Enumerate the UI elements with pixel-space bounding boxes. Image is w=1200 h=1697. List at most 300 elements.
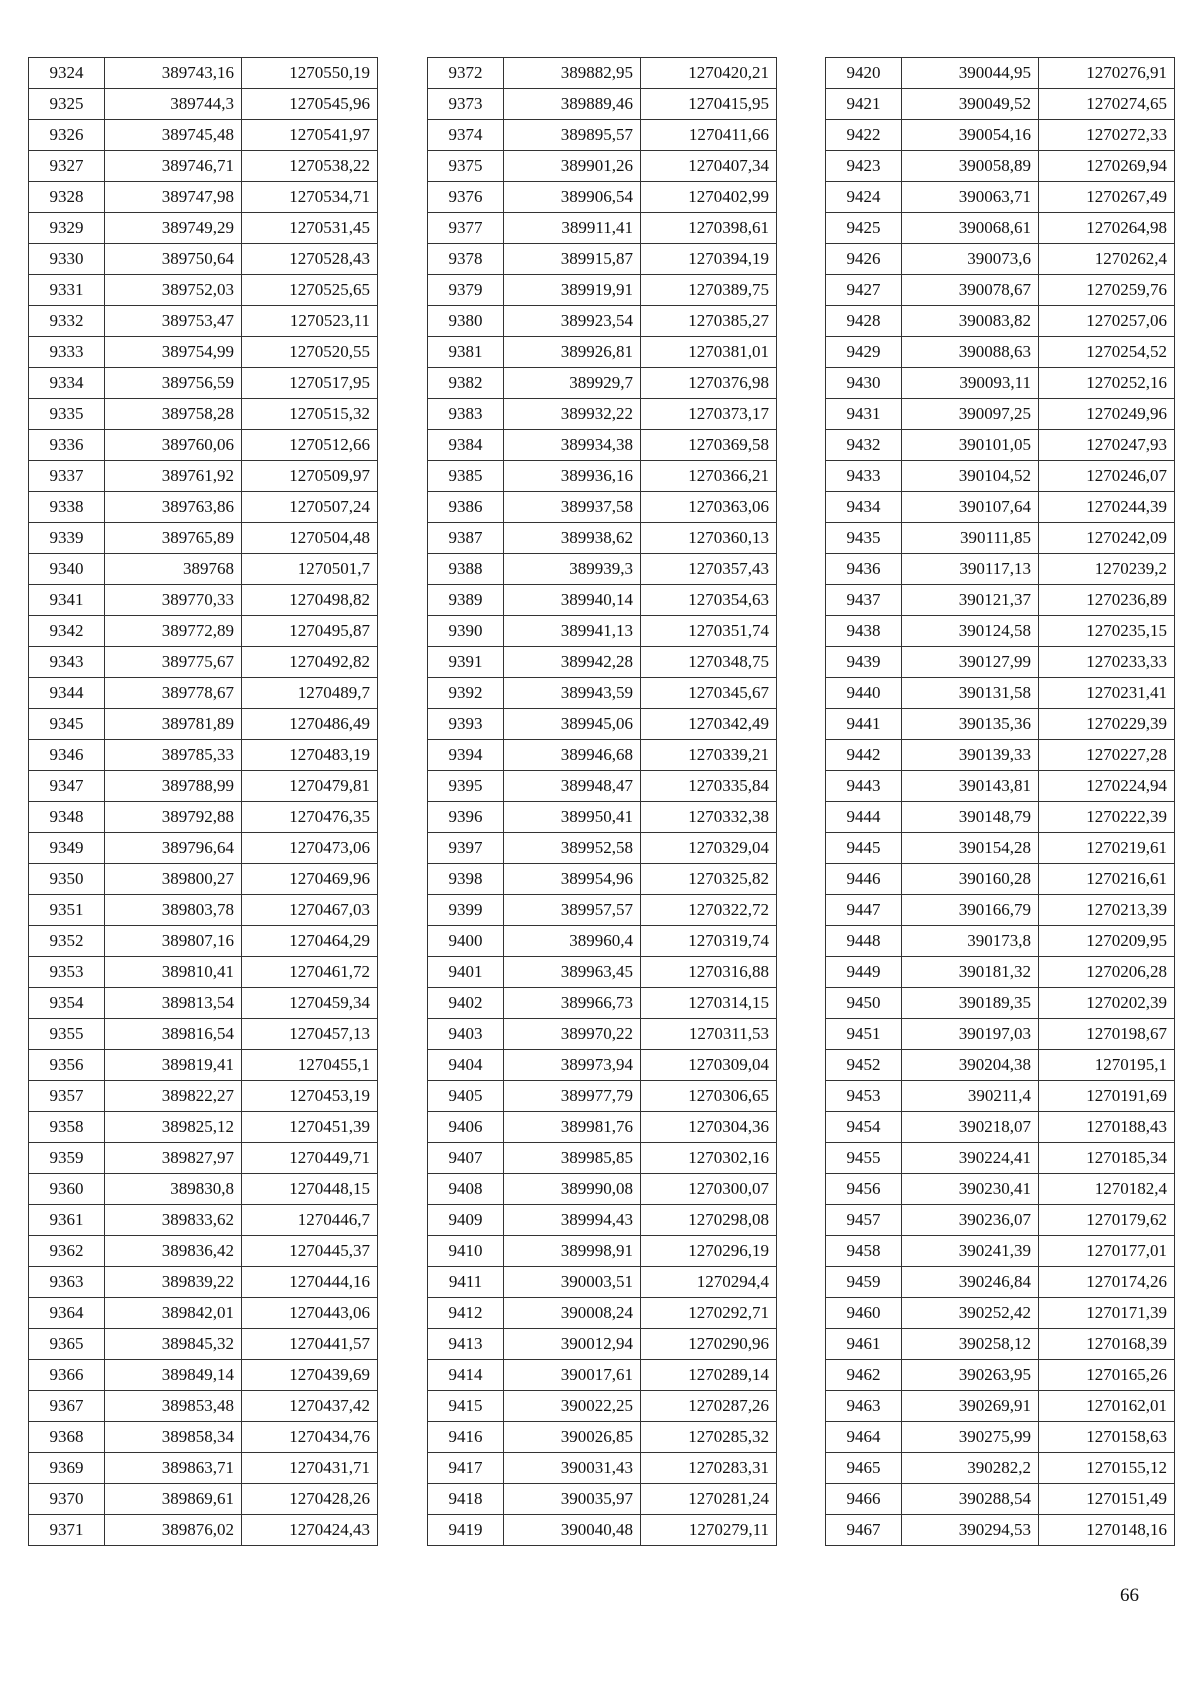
point-number-cell: 9442 [826, 740, 902, 771]
point-number-cell: 9383 [428, 399, 504, 430]
x-coordinate-cell: 390148,79 [902, 802, 1039, 833]
y-coordinate-cell: 1270483,19 [242, 740, 378, 771]
table-row [428, 58, 777, 89]
point-number-cell: 9403 [428, 1019, 504, 1050]
x-coordinate-cell: 389960,4 [504, 926, 641, 957]
y-coordinate-cell: 1270246,07 [1039, 461, 1175, 492]
table-row [29, 1112, 378, 1143]
x-coordinate-cell: 390031,43 [504, 1453, 641, 1484]
point-number-cell: 9334 [29, 368, 105, 399]
table-row [428, 678, 777, 709]
y-coordinate-cell: 1270235,15 [1039, 616, 1175, 647]
y-coordinate-cell: 1270148,16 [1039, 1515, 1175, 1546]
table-row [29, 1205, 378, 1236]
y-coordinate-cell: 1270224,94 [1039, 771, 1175, 802]
x-coordinate-cell: 389781,89 [105, 709, 242, 740]
point-number-cell: 9385 [428, 461, 504, 492]
y-coordinate-cell: 1270198,67 [1039, 1019, 1175, 1050]
point-number-cell: 9339 [29, 523, 105, 554]
y-coordinate-cell: 1270444,16 [242, 1267, 378, 1298]
table-row [29, 1484, 378, 1515]
point-number-cell: 9434 [826, 492, 902, 523]
table-row [29, 616, 378, 647]
table-row [428, 1050, 777, 1081]
y-coordinate-cell: 1270445,37 [242, 1236, 378, 1267]
point-number-cell: 9395 [428, 771, 504, 802]
x-coordinate-cell: 389941,13 [504, 616, 641, 647]
table-row [29, 1329, 378, 1360]
y-coordinate-cell: 1270495,87 [242, 616, 378, 647]
point-number-cell: 9382 [428, 368, 504, 399]
x-coordinate-cell: 389876,02 [105, 1515, 242, 1546]
table-row [428, 89, 777, 120]
table-row [29, 337, 378, 368]
table-row [428, 740, 777, 771]
point-number-cell: 9407 [428, 1143, 504, 1174]
x-coordinate-cell: 389869,61 [105, 1484, 242, 1515]
point-number-cell: 9351 [29, 895, 105, 926]
point-number-cell: 9380 [428, 306, 504, 337]
y-coordinate-cell: 1270523,11 [242, 306, 378, 337]
x-coordinate-cell: 390246,84 [902, 1267, 1039, 1298]
table-row [428, 430, 777, 461]
y-coordinate-cell: 1270473,06 [242, 833, 378, 864]
y-coordinate-cell: 1270249,96 [1039, 399, 1175, 430]
y-coordinate-cell: 1270202,39 [1039, 988, 1175, 1019]
y-coordinate-cell: 1270453,19 [242, 1081, 378, 1112]
x-coordinate-cell: 390127,99 [902, 647, 1039, 678]
x-coordinate-cell: 389957,57 [504, 895, 641, 926]
table-row [826, 1143, 1175, 1174]
x-coordinate-cell: 389772,89 [105, 616, 242, 647]
x-coordinate-cell: 390135,36 [902, 709, 1039, 740]
table-row [428, 1174, 777, 1205]
point-number-cell: 9324 [29, 58, 105, 89]
x-coordinate-cell: 389796,64 [105, 833, 242, 864]
x-coordinate-cell: 389760,06 [105, 430, 242, 461]
x-coordinate-cell: 390166,79 [902, 895, 1039, 926]
y-coordinate-cell: 1270171,39 [1039, 1298, 1175, 1329]
y-coordinate-cell: 1270534,71 [242, 182, 378, 213]
y-coordinate-cell: 1270279,11 [641, 1515, 777, 1546]
point-number-cell: 9464 [826, 1422, 902, 1453]
table-row [428, 957, 777, 988]
y-coordinate-cell: 1270512,66 [242, 430, 378, 461]
y-coordinate-cell: 1270306,65 [641, 1081, 777, 1112]
y-coordinate-cell: 1270509,97 [242, 461, 378, 492]
table-row [29, 151, 378, 182]
x-coordinate-cell: 389985,85 [504, 1143, 641, 1174]
point-number-cell: 9466 [826, 1484, 902, 1515]
point-number-cell: 9348 [29, 802, 105, 833]
y-coordinate-cell: 1270486,49 [242, 709, 378, 740]
y-coordinate-cell: 1270151,49 [1039, 1484, 1175, 1515]
point-number-cell: 9338 [29, 492, 105, 523]
point-number-cell: 9439 [826, 647, 902, 678]
x-coordinate-cell: 389849,14 [105, 1360, 242, 1391]
point-number-cell: 9452 [826, 1050, 902, 1081]
x-coordinate-cell: 389977,79 [504, 1081, 641, 1112]
table-row [29, 1019, 378, 1050]
point-number-cell: 9412 [428, 1298, 504, 1329]
x-coordinate-cell: 390022,25 [504, 1391, 641, 1422]
x-coordinate-cell: 389833,62 [105, 1205, 242, 1236]
y-coordinate-cell: 1270501,7 [242, 554, 378, 585]
y-coordinate-cell: 1270165,26 [1039, 1360, 1175, 1391]
x-coordinate-cell: 389963,45 [504, 957, 641, 988]
x-coordinate-cell: 389981,76 [504, 1112, 641, 1143]
y-coordinate-cell: 1270394,19 [641, 244, 777, 275]
table-row [428, 182, 777, 213]
table-row [826, 740, 1175, 771]
y-coordinate-cell: 1270528,43 [242, 244, 378, 275]
y-coordinate-cell: 1270431,71 [242, 1453, 378, 1484]
table-row [428, 1453, 777, 1484]
table-row [29, 1515, 378, 1546]
y-coordinate-cell: 1270158,63 [1039, 1422, 1175, 1453]
point-number-cell: 9331 [29, 275, 105, 306]
point-number-cell: 9399 [428, 895, 504, 926]
x-coordinate-cell: 389750,64 [105, 244, 242, 275]
table-row [428, 1081, 777, 1112]
table-row [826, 1081, 1175, 1112]
x-coordinate-cell: 390236,07 [902, 1205, 1039, 1236]
point-number-cell: 9371 [29, 1515, 105, 1546]
y-coordinate-cell: 1270348,75 [641, 647, 777, 678]
table-row [826, 1174, 1175, 1205]
x-coordinate-cell: 389937,58 [504, 492, 641, 523]
point-number-cell: 9357 [29, 1081, 105, 1112]
x-coordinate-cell: 390218,07 [902, 1112, 1039, 1143]
table-row [826, 647, 1175, 678]
table-row [29, 523, 378, 554]
table-row [29, 1453, 378, 1484]
table-row [428, 771, 777, 802]
table-row [29, 461, 378, 492]
x-coordinate-cell: 389803,78 [105, 895, 242, 926]
x-coordinate-cell: 390269,91 [902, 1391, 1039, 1422]
y-coordinate-cell: 1270247,93 [1039, 430, 1175, 461]
y-coordinate-cell: 1270376,98 [641, 368, 777, 399]
y-coordinate-cell: 1270407,34 [641, 151, 777, 182]
y-coordinate-cell: 1270296,19 [641, 1236, 777, 1267]
table-row [29, 864, 378, 895]
y-coordinate-cell: 1270294,4 [641, 1267, 777, 1298]
y-coordinate-cell: 1270345,67 [641, 678, 777, 709]
y-coordinate-cell: 1270281,24 [641, 1484, 777, 1515]
y-coordinate-cell: 1270420,21 [641, 58, 777, 89]
point-number-cell: 9337 [29, 461, 105, 492]
table-row [428, 1267, 777, 1298]
x-coordinate-cell: 389752,03 [105, 275, 242, 306]
table-row [29, 709, 378, 740]
x-coordinate-cell: 389936,16 [504, 461, 641, 492]
point-number-cell: 9362 [29, 1236, 105, 1267]
point-number-cell: 9415 [428, 1391, 504, 1422]
point-number-cell: 9361 [29, 1205, 105, 1236]
x-coordinate-cell: 389990,08 [504, 1174, 641, 1205]
y-coordinate-cell: 1270267,49 [1039, 182, 1175, 213]
y-coordinate-cell: 1270319,74 [641, 926, 777, 957]
table-row [826, 1515, 1175, 1546]
y-coordinate-cell: 1270216,61 [1039, 864, 1175, 895]
point-number-cell: 9430 [826, 368, 902, 399]
x-coordinate-cell: 390088,63 [902, 337, 1039, 368]
table-row [826, 120, 1175, 151]
point-number-cell: 9419 [428, 1515, 504, 1546]
x-coordinate-cell: 389788,99 [105, 771, 242, 802]
table-row [826, 709, 1175, 740]
y-coordinate-cell: 1270227,28 [1039, 740, 1175, 771]
y-coordinate-cell: 1270443,06 [242, 1298, 378, 1329]
table-row [428, 895, 777, 926]
table-row [826, 678, 1175, 709]
y-coordinate-cell: 1270304,36 [641, 1112, 777, 1143]
table-row [428, 368, 777, 399]
y-coordinate-cell: 1270287,26 [641, 1391, 777, 1422]
point-number-cell: 9400 [428, 926, 504, 957]
point-number-cell: 9342 [29, 616, 105, 647]
point-number-cell: 9437 [826, 585, 902, 616]
table-row [428, 709, 777, 740]
y-coordinate-cell: 1270461,72 [242, 957, 378, 988]
point-number-cell: 9360 [29, 1174, 105, 1205]
table-row [826, 1205, 1175, 1236]
y-coordinate-cell: 1270264,98 [1039, 213, 1175, 244]
table-row [428, 1236, 777, 1267]
table-row [29, 368, 378, 399]
y-coordinate-cell: 1270411,66 [641, 120, 777, 151]
point-number-cell: 9458 [826, 1236, 902, 1267]
y-coordinate-cell: 1270244,39 [1039, 492, 1175, 523]
y-coordinate-cell: 1270467,03 [242, 895, 378, 926]
x-coordinate-cell: 390294,53 [902, 1515, 1039, 1546]
y-coordinate-cell: 1270504,48 [242, 523, 378, 554]
x-coordinate-cell: 389768 [105, 554, 242, 585]
point-number-cell: 9448 [826, 926, 902, 957]
point-number-cell: 9366 [29, 1360, 105, 1391]
x-coordinate-cell: 389775,67 [105, 647, 242, 678]
x-coordinate-cell: 390083,82 [902, 306, 1039, 337]
coordinates-table-3 [825, 57, 1175, 1546]
y-coordinate-cell: 1270434,76 [242, 1422, 378, 1453]
x-coordinate-cell: 390211,4 [902, 1081, 1039, 1112]
y-coordinate-cell: 1270515,32 [242, 399, 378, 430]
table-row [826, 1298, 1175, 1329]
y-coordinate-cell: 1270428,26 [242, 1484, 378, 1515]
table-row [826, 275, 1175, 306]
table-row [428, 1515, 777, 1546]
point-number-cell: 9352 [29, 926, 105, 957]
point-number-cell: 9394 [428, 740, 504, 771]
y-coordinate-cell: 1270209,95 [1039, 926, 1175, 957]
table-row [428, 647, 777, 678]
table-row [826, 306, 1175, 337]
y-coordinate-cell: 1270398,61 [641, 213, 777, 244]
y-coordinate-cell: 1270469,96 [242, 864, 378, 895]
table-row [29, 1391, 378, 1422]
x-coordinate-cell: 389842,01 [105, 1298, 242, 1329]
point-number-cell: 9431 [826, 399, 902, 430]
point-number-cell: 9423 [826, 151, 902, 182]
point-number-cell: 9463 [826, 1391, 902, 1422]
table-row [428, 275, 777, 306]
point-number-cell: 9335 [29, 399, 105, 430]
y-coordinate-cell: 1270424,43 [242, 1515, 378, 1546]
table-row [29, 492, 378, 523]
x-coordinate-cell: 389994,43 [504, 1205, 641, 1236]
x-coordinate-cell: 390097,25 [902, 399, 1039, 430]
x-coordinate-cell: 389745,48 [105, 120, 242, 151]
x-coordinate-cell: 390139,33 [902, 740, 1039, 771]
table-row [826, 1112, 1175, 1143]
y-coordinate-cell: 1270525,65 [242, 275, 378, 306]
point-number-cell: 9462 [826, 1360, 902, 1391]
point-number-cell: 9344 [29, 678, 105, 709]
x-coordinate-cell: 390154,28 [902, 833, 1039, 864]
point-number-cell: 9343 [29, 647, 105, 678]
y-coordinate-cell: 1270357,43 [641, 554, 777, 585]
point-number-cell: 9441 [826, 709, 902, 740]
x-coordinate-cell: 390224,41 [902, 1143, 1039, 1174]
table-row [826, 368, 1175, 399]
point-number-cell: 9332 [29, 306, 105, 337]
x-coordinate-cell: 390003,51 [504, 1267, 641, 1298]
x-coordinate-cell: 389901,26 [504, 151, 641, 182]
point-number-cell: 9461 [826, 1329, 902, 1360]
x-coordinate-cell: 389822,27 [105, 1081, 242, 1112]
x-coordinate-cell: 390282,2 [902, 1453, 1039, 1484]
y-coordinate-cell: 1270538,22 [242, 151, 378, 182]
point-number-cell: 9398 [428, 864, 504, 895]
y-coordinate-cell: 1270254,52 [1039, 337, 1175, 368]
y-coordinate-cell: 1270476,35 [242, 802, 378, 833]
x-coordinate-cell: 390035,97 [504, 1484, 641, 1515]
y-coordinate-cell: 1270185,34 [1039, 1143, 1175, 1174]
y-coordinate-cell: 1270182,4 [1039, 1174, 1175, 1205]
y-coordinate-cell: 1270354,63 [641, 585, 777, 616]
y-coordinate-cell: 1270335,84 [641, 771, 777, 802]
x-coordinate-cell: 389998,91 [504, 1236, 641, 1267]
table-row [826, 771, 1175, 802]
y-coordinate-cell: 1270325,82 [641, 864, 777, 895]
point-number-cell: 9413 [428, 1329, 504, 1360]
x-coordinate-cell: 389934,38 [504, 430, 641, 461]
table-row [428, 1329, 777, 1360]
point-number-cell: 9333 [29, 337, 105, 368]
point-number-cell: 9373 [428, 89, 504, 120]
x-coordinate-cell: 389761,92 [105, 461, 242, 492]
table-row [29, 957, 378, 988]
y-coordinate-cell: 1270155,12 [1039, 1453, 1175, 1484]
x-coordinate-cell: 390012,94 [504, 1329, 641, 1360]
y-coordinate-cell: 1270464,29 [242, 926, 378, 957]
table-row [826, 802, 1175, 833]
y-coordinate-cell: 1270292,71 [641, 1298, 777, 1329]
x-coordinate-cell: 390073,6 [902, 244, 1039, 275]
point-number-cell: 9356 [29, 1050, 105, 1081]
x-coordinate-cell: 389778,67 [105, 678, 242, 709]
y-coordinate-cell: 1270332,38 [641, 802, 777, 833]
y-coordinate-cell: 1270298,08 [641, 1205, 777, 1236]
point-number-cell: 9443 [826, 771, 902, 802]
point-number-cell: 9349 [29, 833, 105, 864]
x-coordinate-cell: 390241,39 [902, 1236, 1039, 1267]
page-number: 66 [1120, 1585, 1139, 1606]
point-number-cell: 9336 [29, 430, 105, 461]
x-coordinate-cell: 389792,88 [105, 802, 242, 833]
x-coordinate-cell: 390078,67 [902, 275, 1039, 306]
y-coordinate-cell: 1270457,13 [242, 1019, 378, 1050]
x-coordinate-cell: 389744,3 [105, 89, 242, 120]
x-coordinate-cell: 389940,14 [504, 585, 641, 616]
point-number-cell: 9421 [826, 89, 902, 120]
point-number-cell: 9409 [428, 1205, 504, 1236]
point-number-cell: 9379 [428, 275, 504, 306]
point-number-cell: 9368 [29, 1422, 105, 1453]
point-number-cell: 9435 [826, 523, 902, 554]
y-coordinate-cell: 1270213,39 [1039, 895, 1175, 926]
table-row [826, 554, 1175, 585]
point-number-cell: 9353 [29, 957, 105, 988]
point-number-cell: 9404 [428, 1050, 504, 1081]
x-coordinate-cell: 390068,61 [902, 213, 1039, 244]
y-coordinate-cell: 1270448,15 [242, 1174, 378, 1205]
y-coordinate-cell: 1270455,1 [242, 1050, 378, 1081]
coordinates-table-2 [427, 57, 777, 1546]
x-coordinate-cell: 390124,58 [902, 616, 1039, 647]
x-coordinate-cell: 390160,28 [902, 864, 1039, 895]
point-number-cell: 9460 [826, 1298, 902, 1329]
point-number-cell: 9446 [826, 864, 902, 895]
table-row [826, 58, 1175, 89]
table-row [428, 1422, 777, 1453]
y-coordinate-cell: 1270259,76 [1039, 275, 1175, 306]
table-row [826, 1360, 1175, 1391]
table-row [428, 1143, 777, 1174]
x-coordinate-cell: 390258,12 [902, 1329, 1039, 1360]
x-coordinate-cell: 389923,54 [504, 306, 641, 337]
point-number-cell: 9402 [428, 988, 504, 1019]
y-coordinate-cell: 1270302,16 [641, 1143, 777, 1174]
point-number-cell: 9397 [428, 833, 504, 864]
y-coordinate-cell: 1270342,49 [641, 709, 777, 740]
x-coordinate-cell: 389895,57 [504, 120, 641, 151]
point-number-cell: 9375 [428, 151, 504, 182]
x-coordinate-cell: 390040,48 [504, 1515, 641, 1546]
table-row [428, 1298, 777, 1329]
x-coordinate-cell: 390049,52 [902, 89, 1039, 120]
point-number-cell: 9389 [428, 585, 504, 616]
x-coordinate-cell: 390017,61 [504, 1360, 641, 1391]
y-coordinate-cell: 1270191,69 [1039, 1081, 1175, 1112]
y-coordinate-cell: 1270229,39 [1039, 709, 1175, 740]
y-coordinate-cell: 1270339,21 [641, 740, 777, 771]
x-coordinate-cell: 389765,89 [105, 523, 242, 554]
point-number-cell: 9396 [428, 802, 504, 833]
point-number-cell: 9372 [428, 58, 504, 89]
table-row [29, 740, 378, 771]
y-coordinate-cell: 1270360,13 [641, 523, 777, 554]
y-coordinate-cell: 1270550,19 [242, 58, 378, 89]
x-coordinate-cell: 390181,32 [902, 957, 1039, 988]
x-coordinate-cell: 389819,41 [105, 1050, 242, 1081]
x-coordinate-cell: 390058,89 [902, 151, 1039, 182]
point-number-cell: 9467 [826, 1515, 902, 1546]
y-coordinate-cell: 1270441,57 [242, 1329, 378, 1360]
point-number-cell: 9358 [29, 1112, 105, 1143]
table-row [29, 1422, 378, 1453]
